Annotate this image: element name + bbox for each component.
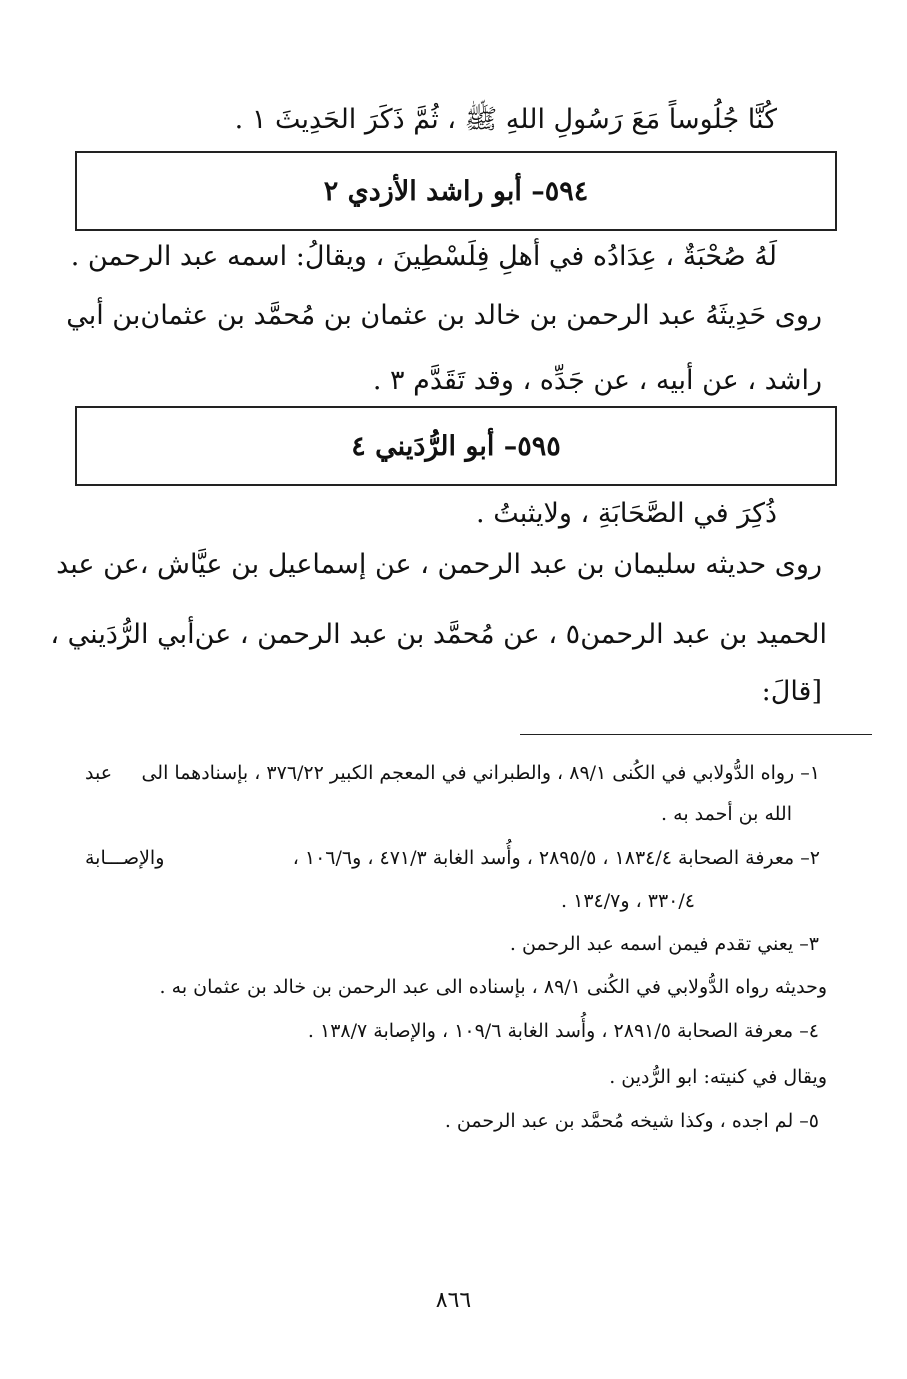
- footnote-5: ٥– لم اجده ، وكذا شيخه مُحمَّد بن عبد الرحمن .: [444, 1110, 819, 1132]
- footnote-3-continuation: وحديثه رواه الدُّولابي في الكُنى ٨٩/١ ، بإسناده الى عبد الرحمن بن خالد بن عثمان به .: [159, 976, 827, 998]
- entry-594-line-2-right: روى حَدِيثَهُ عبد الرحمن بن خالد بن عثمان بن مُحمَّد بن عثمان: [140, 300, 822, 331]
- footnote-separator: [520, 734, 872, 735]
- footnote-1-left: عبد: [85, 762, 113, 784]
- footnote-4-continuation: ويقال في كنيته: ابو الرُّدين .: [609, 1066, 827, 1088]
- entry-594-heading-box: [75, 151, 837, 231]
- entry-595-line-1: ذُكِرَ في الصَّحَابَةِ ، ولايثبتُ .: [476, 498, 777, 529]
- entry-595-line-2-right: روى حديثه سليمان بن عبد الرحمن ، عن إسماعيل بن عيَّاش ،: [139, 549, 822, 580]
- footnote-2: [85, 843, 820, 873]
- entry-594-line-3: راشد ، عن أبيه ، عن جَدِّه ، وقد تَقَدَّم ٣ .: [372, 365, 822, 396]
- entry-595-line-3: [50, 615, 827, 655]
- entry-595-line-2: [56, 545, 822, 585]
- entry-595-line-2-left: عن عبد: [56, 549, 140, 580]
- entry-595-line-3-left: أبي الرُّدَيني ،: [50, 619, 195, 650]
- entry-595-heading: ٥٩٥– أبو الرُّدَيني ٤: [351, 430, 561, 462]
- footnote-2-right: ٢– معرفة الصحابة ١٨٣٤/٤ ، ٢٨٩٥/٥ ، وأُسد الغابة ٤٧١/٣ ، و١٠٦/٦ ،: [292, 847, 820, 869]
- entry-594-line-2: [66, 296, 822, 336]
- continuation-line: كُنَّا جُلُوساً مَعَ رَسُولِ اللهِ ﷺ ، ثُمَّ ذَكَرَ الحَدِيثَ ١ .: [234, 104, 777, 135]
- footnote-1-continuation: الله بن أحمد به .: [661, 803, 792, 825]
- footnote-1: [85, 758, 820, 788]
- footnote-2-continuation: ٣٣٠/٤ ، و١٣٤/٧ .: [561, 890, 695, 912]
- entry-594-line-1: لَهُ صُحْبَةٌ ، عِدَادُه في أهلِ فِلَسْطِينَ ، ويقالُ: اسمه عبد الرحمن .: [70, 241, 777, 272]
- footnote-2-left: والإصـــابة: [85, 847, 165, 869]
- footnote-4: ٤– معرفة الصحابة ٢٨٩١/٥ ، وأُسد الغابة ١٠٩/٦ ، والإصابة ١٣٨/٧ .: [307, 1020, 819, 1042]
- page-number: ٨٦٦: [435, 1288, 472, 1313]
- footnote-3: ٣– يعني تقدم فيمن اسمه عبد الرحمن .: [509, 933, 819, 955]
- entry-595-line-4: [قالَ:: [761, 676, 822, 707]
- footnote-1-right: ١– رواه الدُّولابي في الكُنى ٨٩/١ ، والطبراني في المعجم الكبير ٣٧٦/٢٢ ، بإسنادهما الى: [141, 762, 820, 784]
- entry-594-line-2-left: بن أبي: [66, 300, 141, 331]
- entry-595-heading-box: [75, 406, 837, 486]
- entry-594-heading: ٥٩٤– أبو راشد الأزدي ٢: [323, 175, 589, 207]
- entry-595-line-3-right: الحميد بن عبد الرحمن٥ ، عن مُحمَّد بن عبد الرحمن ، عن: [194, 619, 827, 650]
